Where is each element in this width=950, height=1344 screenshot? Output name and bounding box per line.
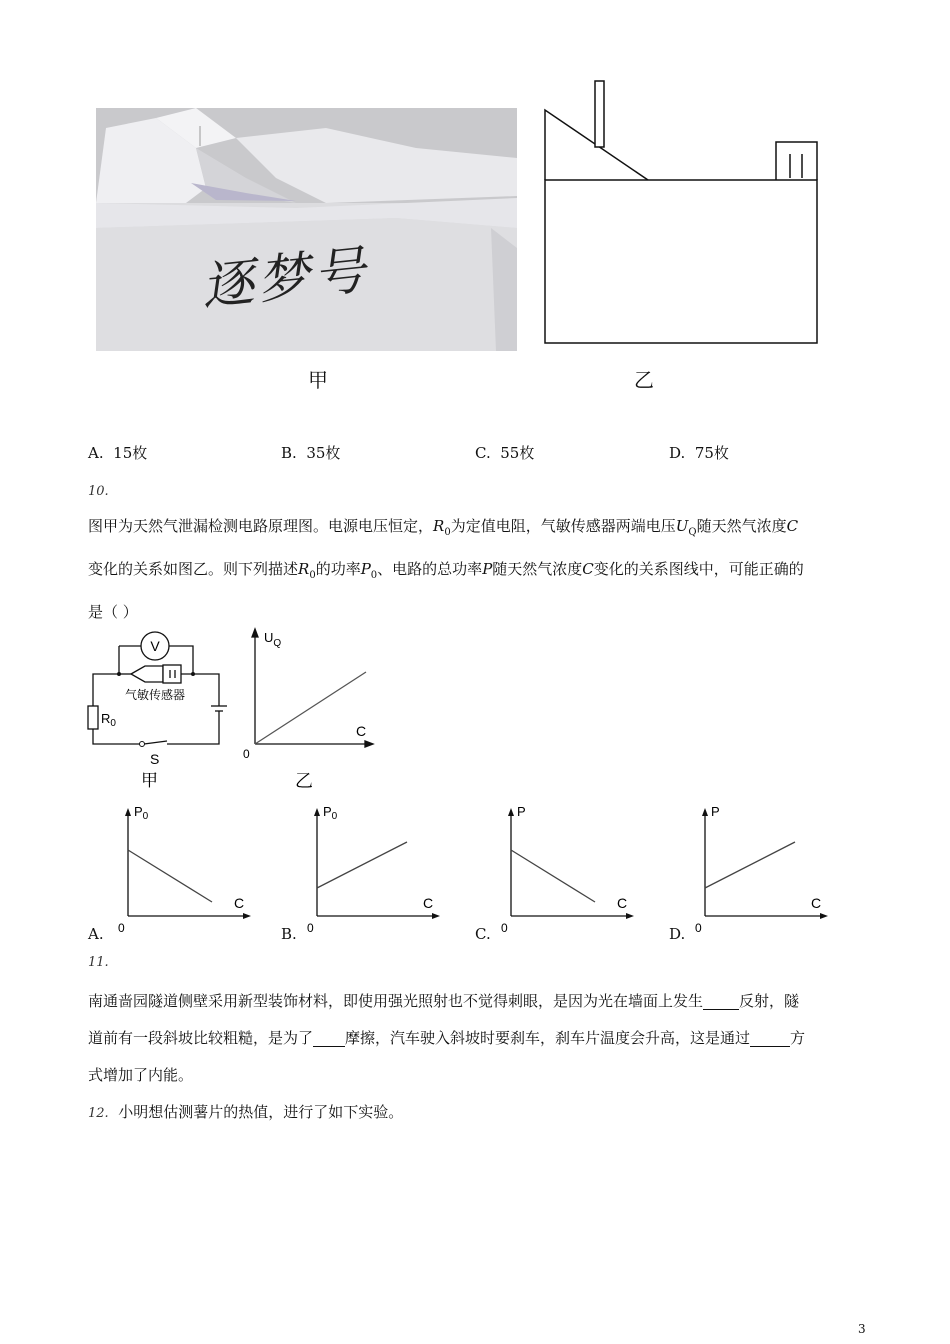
y-axis-label <box>264 630 281 649</box>
var-sub: 0 <box>370 570 378 581</box>
var-r: R <box>298 560 310 578</box>
option-text: 15枚 <box>113 444 148 462</box>
paper-boat-photo <box>96 108 517 351</box>
option-text: 75枚 <box>694 444 729 462</box>
var-sub: Q <box>688 527 697 538</box>
series-line <box>128 850 212 902</box>
option-letter: C. <box>475 925 491 943</box>
y-axis-letter: P <box>711 804 720 819</box>
sensor-label: 气敏传感器 <box>125 688 186 702</box>
x-axis-label: C <box>234 895 245 911</box>
y-axis-label <box>711 804 720 819</box>
y-axis-letter: U <box>264 630 274 645</box>
x-axis-arrow <box>243 913 251 919</box>
option-letter: B. <box>281 925 297 943</box>
diagram-yi <box>540 78 820 358</box>
answer-blank[interactable] <box>703 991 739 1010</box>
circuit-diagram <box>85 626 245 796</box>
option-a <box>88 443 147 463</box>
stem-text: 变化的关系如图乙。则下列描述 <box>88 560 299 578</box>
var-c: C <box>786 517 799 535</box>
option-letter: A. <box>88 925 104 943</box>
stem-text: 反射，隧 <box>739 992 800 1010</box>
var-r: R <box>433 517 445 535</box>
graph-yi <box>240 620 380 795</box>
voltmeter-label: V <box>150 638 160 654</box>
var-p: P <box>360 560 371 578</box>
circuit-caption: 甲 <box>141 771 158 790</box>
stem-text: 随天然气浓度 <box>492 560 583 578</box>
var-sub: 0 <box>444 527 451 538</box>
option-b <box>281 443 340 463</box>
handwriting-label: 逐梦号 <box>198 240 373 318</box>
p0-vs-c-graph <box>114 798 274 938</box>
y-axis-arrow <box>125 808 131 816</box>
resistor-sub: 0 <box>110 718 116 729</box>
origin-label: 0 <box>501 921 508 935</box>
option-text: 35枚 <box>306 444 341 462</box>
origin-label: 0 <box>243 747 250 761</box>
question-stem <box>88 508 868 631</box>
x-axis-arrow <box>820 913 828 919</box>
figure-caption-yi: 乙 <box>634 368 654 392</box>
y-axis-sub: Q <box>273 638 282 649</box>
option-letter: D. <box>669 925 686 943</box>
var-p: P <box>482 560 493 578</box>
stem-line <box>88 1020 868 1057</box>
boat-side-diagram <box>540 78 820 358</box>
y-axis-label <box>323 804 338 822</box>
x-axis-label: C <box>617 895 628 911</box>
y-axis-letter: P <box>517 804 526 819</box>
option-letter: D. <box>669 444 686 462</box>
option-graph-a[interactable] <box>88 798 258 948</box>
stem-text: 图甲为天然气泄漏检测电路原理图。电源电压恒定， <box>88 517 434 535</box>
stem-text: 变化的关系图线中，可能正确的 <box>593 560 804 578</box>
stem-text: 南通啬园隧道侧壁采用新型装饰材料，即使用强光照射也不觉得刺眼，是因为光在墙面上发生 <box>88 992 704 1010</box>
stem-text: 道前有一段斜坡比较粗糙，是为了 <box>88 1029 314 1047</box>
stem-line: 是（ ） <box>88 603 138 621</box>
option-text: 55枚 <box>500 444 535 462</box>
y-axis-label <box>134 804 149 822</box>
option-graph-c[interactable] <box>475 798 645 948</box>
stem-line: 式增加了内能。 <box>88 1066 194 1084</box>
y-axis-label <box>517 804 526 819</box>
var-sub: 0 <box>309 570 316 581</box>
stem-text: 的功率 <box>315 560 361 578</box>
stem-text: 方 <box>790 1029 806 1047</box>
circuit-svg <box>85 626 245 796</box>
question-number: 10. <box>88 484 109 499</box>
y-axis-sub: 0 <box>142 811 149 822</box>
uq-vs-c-graph <box>240 620 380 795</box>
x-axis-label: C <box>423 895 434 911</box>
option-letter: B. <box>281 444 297 462</box>
stem-line <box>88 983 868 1020</box>
origin-label: 0 <box>307 921 314 935</box>
graph-caption: 乙 <box>295 771 313 791</box>
stem-line <box>88 508 868 551</box>
stem-line <box>88 551 868 594</box>
answer-blank[interactable] <box>313 1028 345 1047</box>
stem-text: 随天然气浓度 <box>696 517 787 535</box>
var-c: C <box>582 560 594 578</box>
y-axis-arrow <box>702 808 708 816</box>
question-12 <box>88 1102 403 1124</box>
x-axis-label: C <box>811 895 822 911</box>
x-axis-arrow <box>432 913 440 919</box>
stem-text: 摩擦，汽车驶入斜坡时要刹车，刹车片温度会升高，这是通过 <box>345 1029 751 1047</box>
origin-label: 0 <box>118 921 125 935</box>
origin-label: 0 <box>695 921 702 935</box>
p0-vs-c-graph <box>303 798 463 938</box>
photo-jia <box>96 108 517 351</box>
stem-text: 、电路的总功率 <box>377 560 483 578</box>
series-line <box>705 842 795 888</box>
option-letter: A. <box>88 444 104 462</box>
x-axis-label: C <box>356 723 367 739</box>
answer-blank[interactable] <box>750 1028 790 1047</box>
y-axis-letter: P <box>134 804 143 819</box>
x-axis-arrow <box>626 913 634 919</box>
resistor-letter: R <box>101 711 111 726</box>
stem-text: 为定值电阻，气敏传感器两端电压 <box>450 517 676 535</box>
option-c <box>475 443 534 463</box>
p-vs-c-graph <box>691 798 851 938</box>
y-axis-letter: P <box>323 804 332 819</box>
option-graph-d[interactable] <box>669 798 839 948</box>
y-axis-sub: 0 <box>331 811 338 822</box>
stem-text: 小明想估测薯片的热值，进行了如下实验。 <box>118 1103 404 1121</box>
figure-caption-jia: 甲 <box>308 368 328 392</box>
series-line <box>511 850 595 902</box>
resistor-label <box>101 711 116 729</box>
option-letter: C. <box>475 444 491 462</box>
question-stem <box>88 983 868 1094</box>
question-number: 12. <box>88 1106 109 1121</box>
option-d <box>669 443 729 463</box>
page-number: 3 <box>858 1322 866 1336</box>
series-line <box>317 842 407 888</box>
y-axis-arrow <box>314 808 320 816</box>
var-u: U <box>675 517 689 535</box>
question-number: 11. <box>88 955 109 970</box>
p-vs-c-graph <box>497 798 657 938</box>
switch-label: S <box>150 751 160 767</box>
option-graph-b[interactable] <box>281 798 451 948</box>
y-axis-arrow <box>508 808 514 816</box>
